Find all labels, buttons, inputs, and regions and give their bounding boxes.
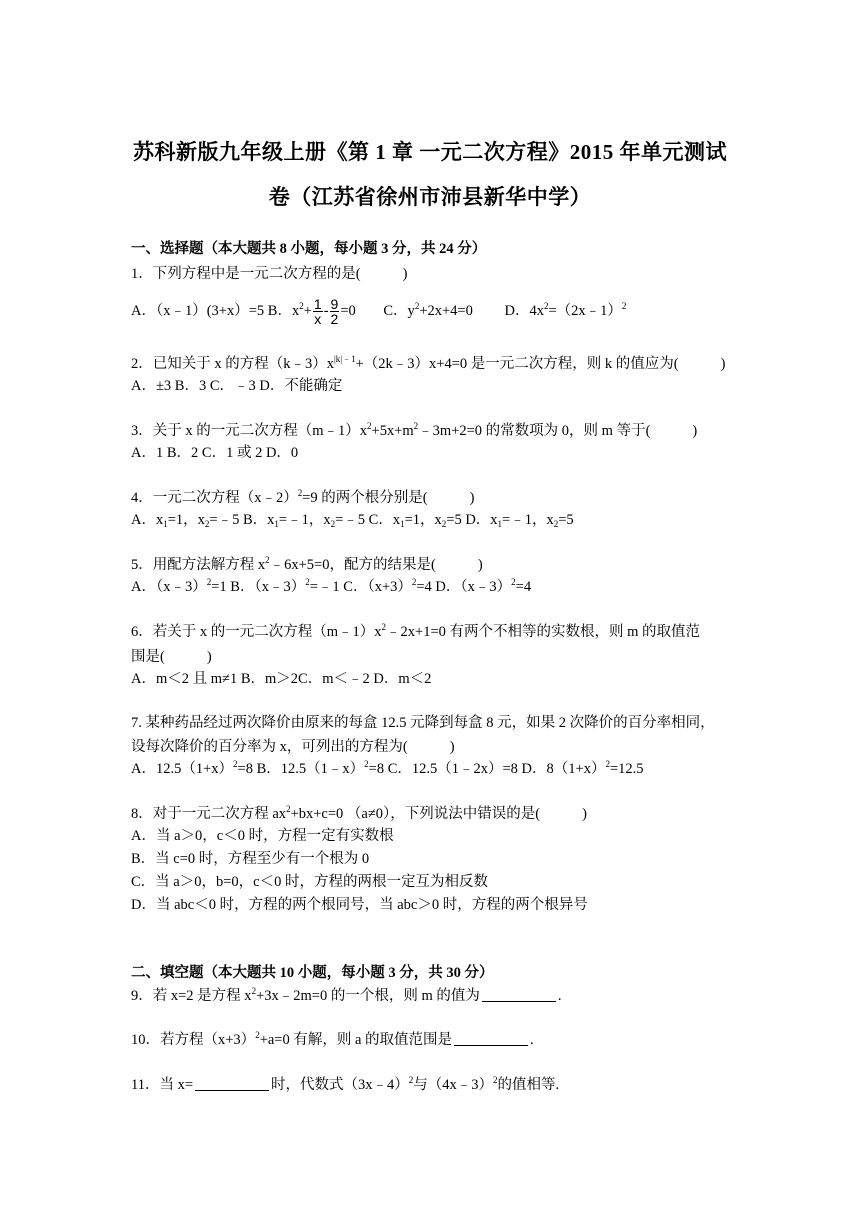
question-8-option-b: B．当 c=0 时，方程至少有一个根为 0: [131, 851, 370, 867]
question-7-stem-line-2: 设每次降价的百分率为 x，可列出的方程为( ): [131, 739, 455, 755]
section-2-heading: 二、填空题（本大题共 10 小题，每小题 3 分，共 30 分）: [131, 965, 494, 981]
question-8-option-c: C．当 a＞0，b=0，c＜0 时，方程的两根一定互为相反数: [131, 874, 488, 890]
question-2-options: A．±3 B．3 C．﹣3 D．不能确定: [131, 378, 343, 394]
fraction-1-over-x: $\frac{1}{x}$: [313, 296, 322, 328]
title-line-1: 苏科新版九年级上册《第 1 章 一元二次方程》2015 年单元测试: [133, 140, 727, 164]
question-3-options: A．1 B．2 C．1 或 2 D．0: [131, 445, 299, 461]
question-1-stem: 1．下列方程中是一元二次方程的是( ): [131, 266, 408, 282]
question-4-stem: 4．一元二次方程（x﹣2）$^2$=9 的两个根分别是( ): [131, 488, 475, 506]
question-5-stem: 5．用配方法解方程 $x^2﹣6x+5=0$，配方的结果是( ): [131, 555, 483, 573]
question-6-options: A．m＜2 且 m≠1 B．m＞2C．m＜﹣2 D．m＜2: [131, 671, 432, 687]
question-2-stem: 2．已知关于 x 的方程$(k﹣3)x^{|k|﹣1}+(2k﹣3)x+4=0$ 是一元二次方程，则 k 的值应为( ): [131, 354, 726, 372]
question-1-options: A．（x﹣1）(3+x）=5 B．$x^2+$ $\frac{1}{x}$ - $\frac{9}{2}$ =0 C．$y^2+2x+4=0$ D．$4x^2=(2x﹣1)^2$: [131, 296, 627, 328]
question-8-option-d: D．当 abc＜0 时，方程的两个根同号，当 abc＞0 时，方程的两个根异号: [131, 897, 588, 913]
question-3-stem: 3．关于 x 的一元二次方程$(m﹣1)x^2+5x+m^2﹣3m+2=0$ 的常数项为 0，则 m 等于( ): [131, 421, 698, 439]
question-10: 10．若方程$(x+3)^2+a=0$ 有解，则 a 的取值范围是 .: [131, 1030, 534, 1048]
question-11: 11．当 x= 时，代数式（3x﹣4）$^2$与（4x﹣3）$^2$的值相等.: [131, 1075, 560, 1093]
title-line-2: 卷（江苏省徐州市沛县新华中学）: [268, 185, 592, 209]
question-6-stem-line-1: 6．若关于 x 的一元二次方程$(m﹣1)x^2﹣2x+1=0$ 有两个不相等的实数根，则 m 的取值范: [131, 622, 701, 640]
question-4-options: A．$x_1=1$，$x_2=﹣5$ B．$x_1=﹣1$，$x_2=﹣5$ C．$x_1=1$，$x_2=5$ D．$x_1=﹣1$，$x_2=5$: [131, 512, 574, 529]
question-7-options: A．$12.5(1+x)^2=8$ B．12.5（1﹣x）$^2$=8 C．12.5（1﹣2x）=8 D．$8(1+x)^2=12.5$: [131, 759, 644, 777]
question-9: 9．若 x=2 是方程 $x^2+3x﹣2m=0$ 的一个根，则 m 的值为 .: [131, 986, 562, 1004]
question-8-stem: 8．对于一元二次方程 $ax^2+bx+c=0$ （a≠0），下列说法中错误的是( ): [131, 804, 587, 822]
question-5-options: A．（x﹣3）$^2$=1 B．（x﹣3）$^2$=﹣1 C．$(x+3)^2=4$ D．（x﹣3）$^2$=4: [131, 577, 532, 595]
question-7-stem-line-1: 7. 某种药品经过两次降价由原来的每盒 12.5 元降到每盒 8 元，如果 2 次降价的百分率相同，: [131, 715, 715, 731]
answer-blank: [454, 1031, 528, 1046]
section-1-heading: 一、选择题（本大题共 8 小题，每小题 3 分，共 24 分）: [131, 241, 487, 257]
fraction-9-over-2: $\frac{9}{2}$: [330, 296, 339, 328]
question-6-stem-line-2: 围是( ): [131, 649, 212, 665]
answer-blank: [482, 987, 556, 1002]
answer-blank: [195, 1076, 269, 1091]
question-8-option-a: A．当 a＞0，c＜0 时，方程一定有实数根: [131, 828, 394, 844]
